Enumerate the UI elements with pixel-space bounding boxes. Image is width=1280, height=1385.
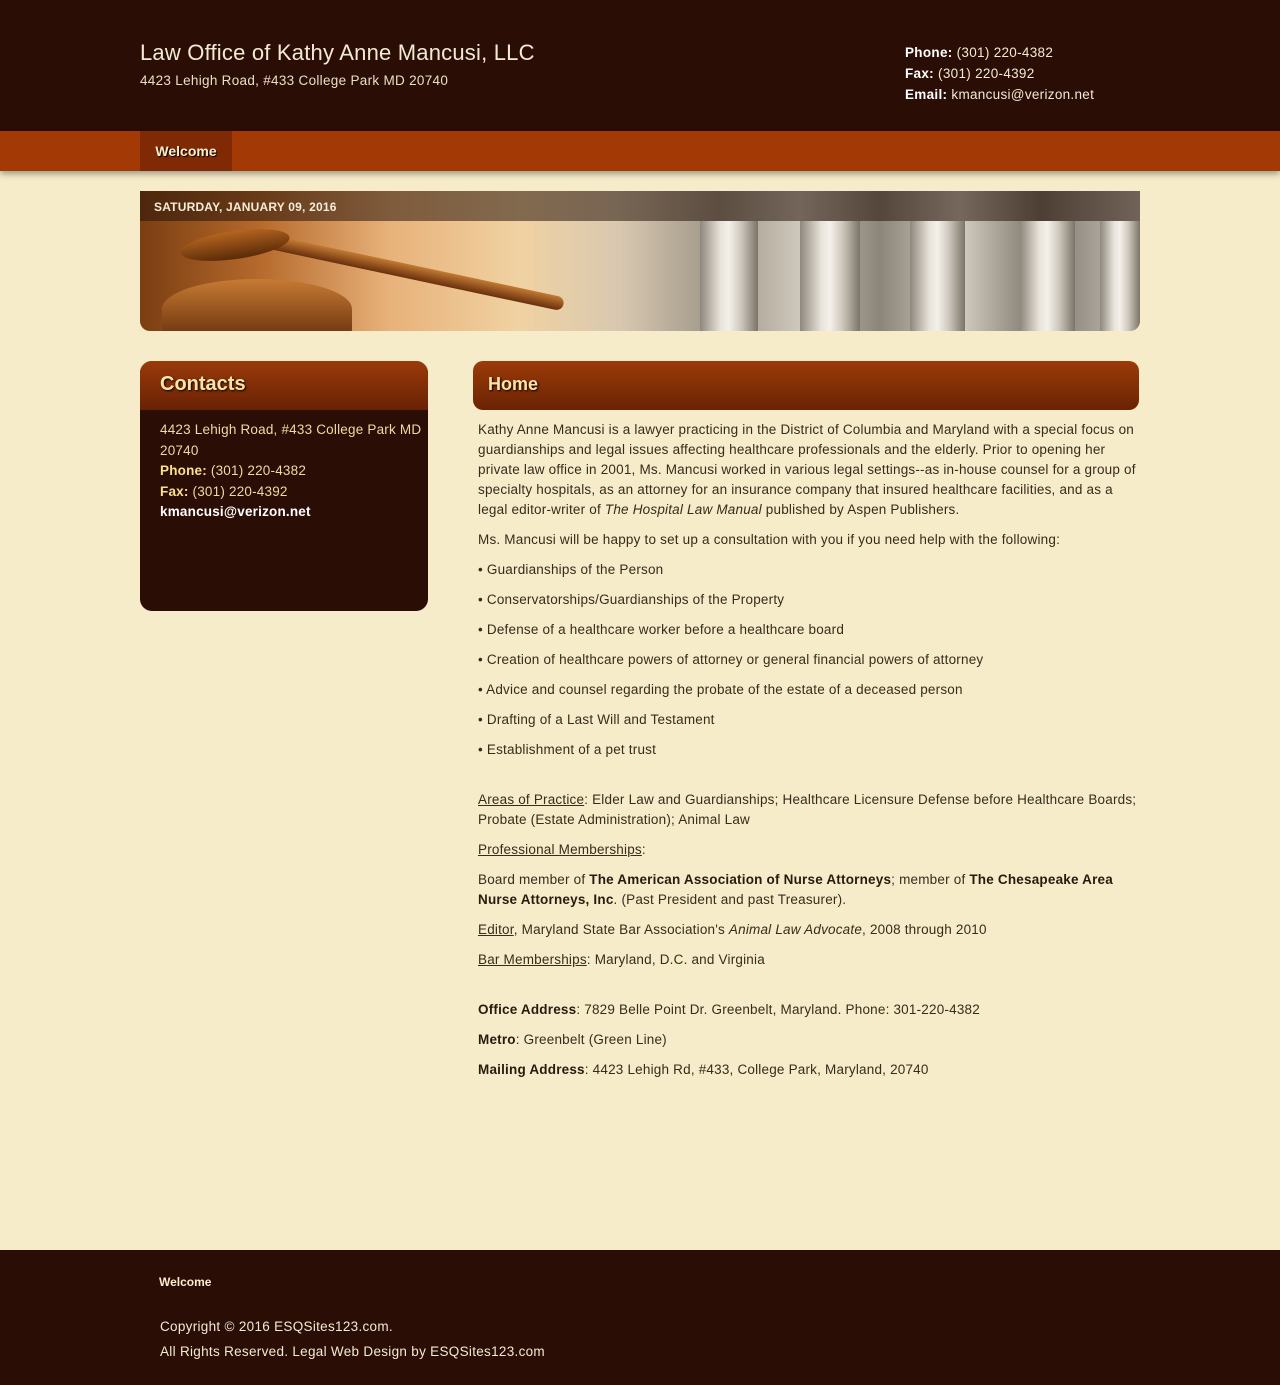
mailing-paragraph [478,1060,1138,1080]
board-org-2: The Chesapeake Area Nurse Attorneys, Inc [478,872,1113,907]
main-nav [0,131,1280,171]
memberships-colon: : [641,842,646,857]
sidebar-fax: (301) 220-4392 [192,483,288,499]
book-title: The Hospital Law Manual [604,502,762,517]
main-content [478,420,1138,1090]
intro-text-end: published by Aspen Publishers. [761,502,960,517]
header-email-line [905,84,1094,105]
banner-column [800,221,860,331]
banner-column [1100,221,1140,331]
bar-label: Bar Memberships [478,952,587,967]
site-title: Law Office of Kathy Anne Mancusi, LLC [140,40,535,65]
office-label: Office Address [478,1002,577,1017]
consult-paragraph: Ms. Mancusi will be happy to set up a consultation with you if you need help with the following: [478,532,1061,547]
editor-text-2: , 2008 through 2010 [862,922,987,937]
mailing-label: Mailing Address [478,1062,585,1077]
hero-banner [140,191,1140,331]
metro-paragraph [478,1030,1138,1050]
header-email-link[interactable]: kmancusi@verizon.net [951,87,1095,102]
current-date: SATURDAY, JANUARY 09, 2016 [154,200,337,214]
sidebar-title: Contacts [160,373,246,395]
office-text: : 7829 Belle Point Dr. Greenbelt, Maryland. Phone: 301-220-4382 [576,1002,980,1017]
service-item: • Advice and counsel regarding the probate of the estate of a deceased person [478,682,963,697]
date-bar [140,191,1140,221]
sidebar-header [140,361,428,410]
service-item: • Defense of a healthcare worker before a healthcare board [478,622,845,637]
board-text-3: . (Past President and past Treasurer). [613,892,847,907]
header-email-label: Email: [905,87,948,102]
memberships-paragraph [478,840,1138,860]
sidebar-fax-line [160,482,428,503]
areas-label: Areas of Practice [478,792,585,807]
header-contact [905,42,1094,105]
board-paragraph [478,870,1138,910]
nav-item-welcome[interactable]: Welcome [140,131,232,171]
header-phone-label: Phone: [905,45,953,60]
service-item: • Conservatorships/Guardianships of the Property [478,592,785,607]
intro-text: Kathy Anne Mancusi is a lawyer practicing in the District of Columbia and Maryland with a special focus on guardianships and legal issues affecting healthcare professionals and the elderly. Prior to opening her private law office in 2001, Ms. Mancusi worked in various legal settings--as in-house counsel for a group of specialty hospitals, as an attorney for an insurance company that insured healthcare facilities, and as a legal editor-writer of [478,422,1136,517]
page-title: Home [488,374,539,394]
spacer [478,980,1138,1000]
areas-text: : Elder Law and Guardianships; Healthcare Licensure Defense before Healthcare Boards; Probate (Estate Administration); Animal Law [478,792,1137,827]
header-fax: (301) 220-4392 [938,66,1035,81]
board-text: Board member of [478,872,590,887]
bar-text: : Maryland, D.C. and Virginia [586,952,765,967]
main-header [473,361,1139,410]
spacer [478,770,1138,790]
sidebar-fax-label: Fax: [160,483,189,499]
areas-paragraph [478,790,1138,830]
site-footer [0,1250,1280,1385]
board-org-1: The American Association of Nurse Attorneys [589,872,892,887]
memberships-label: Professional Memberships [478,842,642,857]
sidebar-body [160,420,428,523]
editor-text: , Maryland State Bar Association's [513,922,729,937]
service-item: • Guardianships of the Person [478,562,664,577]
site-address: 4423 Lehigh Road, #433 College Park MD 20740 [140,73,449,88]
header-fax-label: Fax: [905,66,934,81]
footer-nav-welcome[interactable]: Welcome [159,1275,212,1289]
header-phone: (301) 220-4382 [956,45,1054,60]
sidebar-phone-line [160,461,428,482]
editor-paragraph [478,920,1138,940]
contacts-sidebar [140,361,428,611]
office-paragraph [478,1000,1138,1020]
rights-text: All Rights Reserved. Legal Web Design by ESQSites123.com [160,1344,545,1359]
service-item: • Establishment of a pet trust [478,742,657,757]
sidebar-phone-label: Phone: [160,463,207,478]
gavel-head-image [179,223,292,266]
sidebar-email-link[interactable]: kmancusi@verizon.net [160,504,311,519]
banner-column [910,221,965,331]
metro-label: Metro [478,1032,516,1047]
banner-column [700,221,758,331]
service-item: • Drafting of a Last Will and Testament [478,712,715,727]
service-item: • Creation of healthcare powers of attorney or general financial powers of attorney [478,652,984,667]
header-phone-line [905,42,1094,63]
mailing-text: : 4423 Lehigh Rd, #433, College Park, Maryland, 20740 [584,1062,929,1077]
sidebar-phone: (301) 220-4382 [210,463,307,478]
bar-paragraph [478,950,1138,970]
metro-text: : Greenbelt (Green Line) [515,1032,667,1047]
banner-column [1020,221,1075,331]
footer-copyright [160,1314,545,1364]
header-fax-line [905,63,1094,84]
board-text-2: ; member of [891,872,970,887]
editor-publication: Animal Law Advocate [728,922,863,937]
copyright-text: Copyright © 2016 ESQSites123.com. [160,1319,393,1334]
gavel-base-image [162,279,352,331]
sidebar-address: 4423 Lehigh Road, #433 College Park MD 20740 [160,422,422,458]
intro-paragraph [478,420,1138,520]
editor-label: Editor [478,922,514,937]
site-header [0,0,1280,131]
